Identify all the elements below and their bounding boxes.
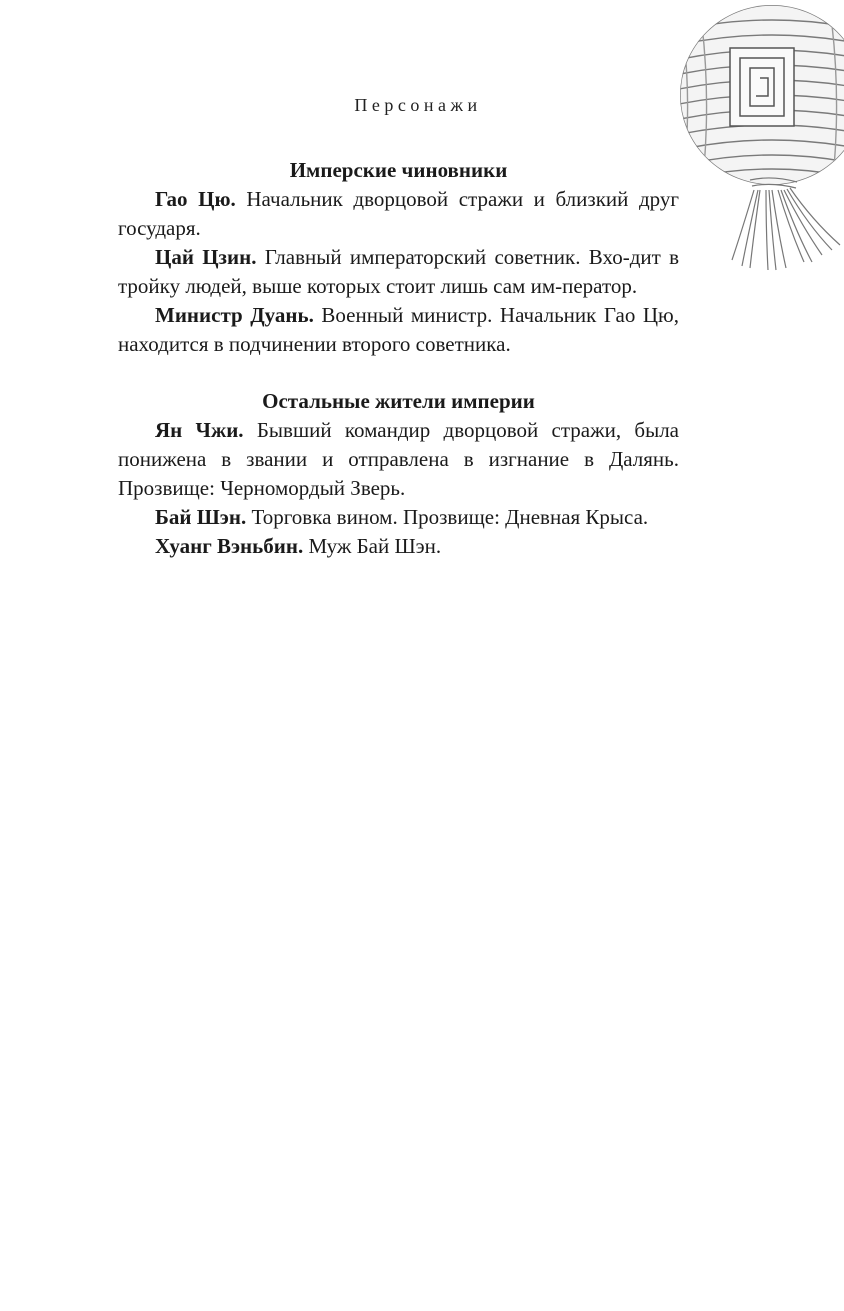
entry-bai-sheng — [118, 503, 679, 532]
entry-name: Ян Чжи. — [155, 418, 244, 442]
entry-text: Военный министр. Начальник Гао Цю, находится в подчинении второго советника. — [118, 303, 679, 356]
entry-cai-jing — [118, 243, 679, 301]
running-head: Персонажи — [354, 95, 482, 115]
entry-name: Хуанг Вэньбин. — [155, 534, 304, 558]
section-title: Остальные жители империи — [262, 389, 535, 413]
entry-name: Министр Дуань. — [155, 303, 314, 327]
entry-name: Бай Шэн. — [155, 505, 247, 529]
section-imperial-officials — [118, 156, 679, 359]
entry-text: Начальник дворцовой стражи и близкий друг государя. — [118, 187, 679, 240]
entry-text: Главный императорский советник. Вхо-дит в тройку людей, выше которых стоит лишь сам им-ператор. — [118, 245, 679, 298]
entry-text: Муж Бай Шэн. — [303, 534, 442, 558]
lantern-illustration — [672, 0, 844, 272]
entry-text: Бывший командир дворцовой стражи, была понижена в звании и отправлена в изгнание в Далянь. Прозвище: Черномордый Зверь. — [118, 418, 680, 500]
entry-name: Гао Цю. — [155, 187, 236, 211]
entry-yang-zhi — [118, 416, 679, 503]
entry-text: Торговка вином. Прозвище: Дневная Крыса. — [246, 505, 649, 529]
section-other-residents — [118, 387, 679, 561]
entry-name: Цай Цзин. — [155, 245, 257, 269]
character-list — [118, 156, 679, 561]
section-title: Имперские чиновники — [289, 158, 508, 182]
entry-huang-wenbin — [118, 532, 679, 561]
entry-gao-qiu — [118, 185, 679, 243]
entry-minister-duan — [118, 301, 679, 359]
